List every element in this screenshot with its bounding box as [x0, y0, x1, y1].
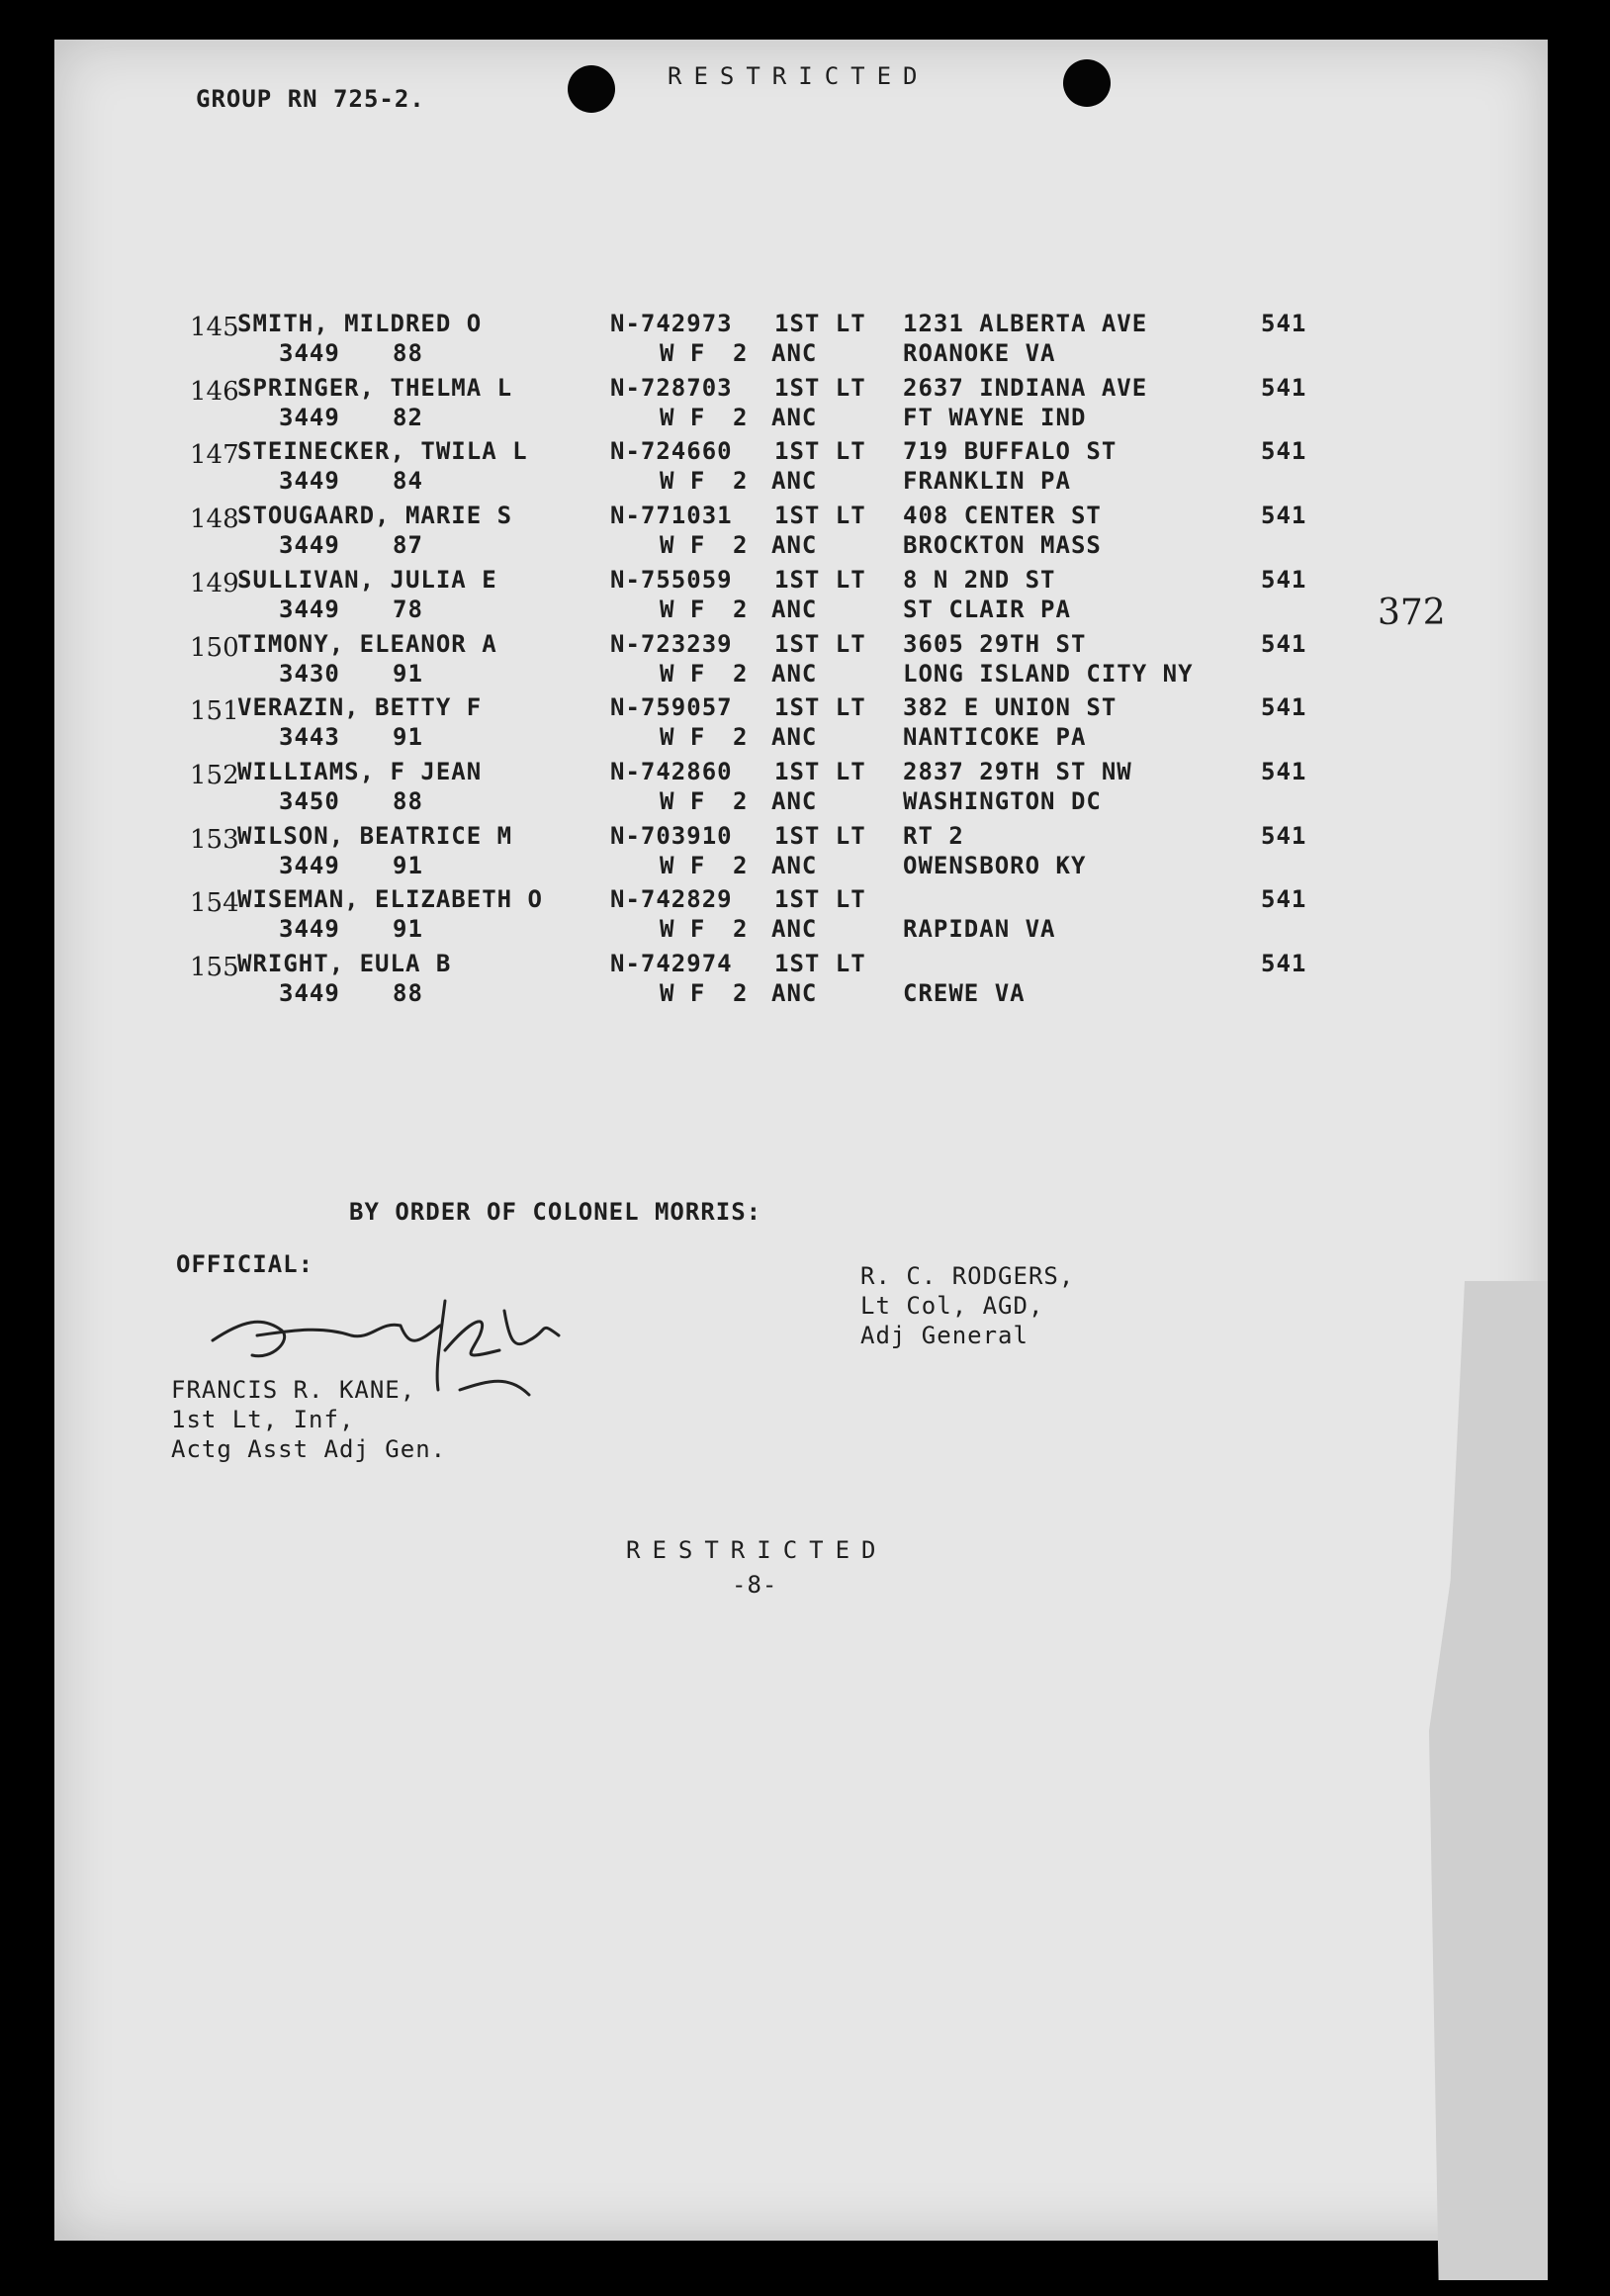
grade: 2 — [733, 915, 749, 944]
serial-number: N-771031 — [610, 502, 733, 530]
specialty-code: 3443 — [279, 723, 340, 752]
rank: 1ST LT — [774, 373, 866, 402]
row-number: 153 — [190, 824, 239, 855]
grade: 2 — [733, 979, 749, 1007]
race-sex: W F — [660, 851, 706, 879]
group-reference: GROUP RN 725-2. — [196, 85, 425, 113]
rank: 1ST LT — [774, 310, 866, 337]
unit-number: 541 — [1261, 693, 1307, 722]
row-number: 147 — [190, 440, 239, 471]
street-address: RT 2 — [903, 821, 964, 850]
score: 91 — [393, 723, 423, 752]
grade: 2 — [733, 403, 749, 431]
person-name: WRIGHT, EULA B — [237, 950, 452, 977]
specialty-code: 3449 — [279, 851, 340, 879]
score: 84 — [393, 467, 423, 496]
grade: 2 — [733, 659, 749, 688]
street-address: 382 E UNION ST — [903, 693, 1118, 722]
score: 88 — [393, 979, 423, 1007]
specialty-code: 3449 — [279, 467, 340, 496]
right-signatory-title: Adj General — [860, 1322, 1029, 1349]
unit-number: 541 — [1261, 629, 1307, 658]
race-sex: W F — [660, 659, 706, 688]
serial-number: N-703910 — [610, 821, 733, 850]
specialty-code: 3449 — [279, 915, 340, 944]
row-number: 146 — [190, 376, 239, 407]
serial-number: N-755059 — [610, 565, 733, 594]
race-sex: W F — [660, 723, 706, 752]
margin-page-number: 372 — [1378, 593, 1446, 633]
branch: ANC — [771, 723, 818, 752]
branch: ANC — [771, 531, 818, 560]
serial-number: N-723239 — [610, 629, 733, 658]
left-signatory-rank: 1st Lt, Inf, — [171, 1406, 355, 1433]
row-number: 151 — [190, 696, 239, 727]
branch: ANC — [771, 595, 818, 623]
branch: ANC — [771, 403, 818, 431]
race-sex: W F — [660, 339, 706, 367]
right-signatory-rank: Lt Col, AGD, — [860, 1292, 1044, 1320]
unit-number: 541 — [1261, 437, 1307, 466]
person-name: SMITH, MILDRED O — [237, 310, 483, 337]
rank: 1ST LT — [774, 629, 866, 658]
grade: 2 — [733, 467, 749, 496]
serial-number: N-724660 — [610, 437, 733, 466]
rank: 1ST LT — [774, 757, 866, 785]
unit-number: 541 — [1261, 310, 1307, 337]
race-sex: W F — [660, 531, 706, 560]
score: 78 — [393, 595, 423, 623]
row-number: 145 — [190, 313, 239, 342]
specialty-code: 3450 — [279, 786, 340, 815]
unit-number: 541 — [1261, 950, 1307, 977]
right-signatory-name: R. C. RODGERS, — [860, 1262, 1075, 1290]
street-address: 3605 29TH ST — [903, 629, 1087, 658]
rank: 1ST LT — [774, 437, 866, 466]
grade: 2 — [733, 851, 749, 879]
grade: 2 — [733, 531, 749, 560]
row-number: 155 — [190, 953, 239, 982]
street-address: 2637 INDIANA AVE — [903, 373, 1148, 402]
city-state: RAPIDAN VA — [903, 915, 1056, 944]
branch: ANC — [771, 915, 818, 944]
rank: 1ST LT — [774, 885, 866, 914]
city-state: FRANKLIN PA — [903, 467, 1071, 496]
rank: 1ST LT — [774, 950, 866, 977]
score: 91 — [393, 851, 423, 879]
rank: 1ST LT — [774, 565, 866, 594]
race-sex: W F — [660, 595, 706, 623]
unit-number: 541 — [1261, 502, 1307, 530]
folded-page-edge — [1429, 1281, 1548, 2280]
score: 88 — [393, 786, 423, 815]
person-name: SULLIVAN, JULIA E — [237, 565, 497, 594]
serial-number: N-742974 — [610, 950, 733, 977]
street-address: 1231 ALBERTA AVE — [903, 310, 1148, 337]
city-state: ROANOKE VA — [903, 339, 1056, 367]
branch: ANC — [771, 339, 818, 367]
branch: ANC — [771, 467, 818, 496]
score: 91 — [393, 659, 423, 688]
city-state: LONG ISLAND CITY NY — [903, 659, 1194, 688]
grade: 2 — [733, 595, 749, 623]
race-sex: W F — [660, 979, 706, 1007]
person-name: TIMONY, ELEANOR A — [237, 629, 497, 658]
person-name: STEINECKER, TWILA L — [237, 437, 528, 466]
specialty-code: 3449 — [279, 531, 340, 560]
unit-number: 541 — [1261, 885, 1307, 914]
score: 88 — [393, 339, 423, 367]
rank: 1ST LT — [774, 693, 866, 722]
branch: ANC — [771, 786, 818, 815]
specialty-code: 3449 — [279, 595, 340, 623]
grade: 2 — [733, 786, 749, 815]
score: 87 — [393, 531, 423, 560]
punch-hole-left — [568, 65, 615, 113]
street-address: 8 N 2ND ST — [903, 565, 1056, 594]
person-name: WISEMAN, ELIZABETH O — [237, 885, 543, 914]
city-state: ST CLAIR PA — [903, 595, 1071, 623]
branch: ANC — [771, 851, 818, 879]
specialty-code: 3430 — [279, 659, 340, 688]
punch-hole-right — [1063, 59, 1111, 107]
score: 91 — [393, 915, 423, 944]
official-label: OFFICIAL: — [176, 1250, 314, 1278]
order-line: BY ORDER OF COLONEL MORRIS: — [349, 1198, 762, 1226]
serial-number: N-728703 — [610, 373, 733, 402]
specialty-code: 3449 — [279, 979, 340, 1007]
grade: 2 — [733, 723, 749, 752]
unit-number: 541 — [1261, 821, 1307, 850]
person-name: STOUGAARD, MARIE S — [237, 502, 513, 530]
specialty-code: 3449 — [279, 339, 340, 367]
race-sex: W F — [660, 915, 706, 944]
classification-bottom: RESTRICTED — [626, 1536, 888, 1564]
serial-number: N-742973 — [610, 310, 733, 337]
grade: 2 — [733, 339, 749, 367]
row-number: 154 — [190, 888, 239, 919]
branch: ANC — [771, 979, 818, 1007]
person-name: WILSON, BEATRICE M — [237, 821, 513, 850]
score: 82 — [393, 403, 423, 431]
city-state: FT WAYNE IND — [903, 403, 1087, 431]
left-signatory-title: Actg Asst Adj Gen. — [171, 1435, 447, 1463]
city-state: WASHINGTON DC — [903, 786, 1102, 815]
classification-top: RESTRICTED — [668, 62, 930, 90]
serial-number: N-742860 — [610, 757, 733, 785]
street-address: 408 CENTER ST — [903, 502, 1102, 530]
rank: 1ST LT — [774, 502, 866, 530]
unit-number: 541 — [1261, 373, 1307, 402]
row-number: 152 — [190, 760, 239, 790]
city-state: NANTICOKE PA — [903, 723, 1087, 752]
row-number: 150 — [190, 632, 239, 663]
left-signatory-name: FRANCIS R. KANE, — [171, 1376, 416, 1404]
street-address: 2837 29TH ST NW — [903, 757, 1132, 785]
serial-number: N-742829 — [610, 885, 733, 914]
person-name: SPRINGER, THELMA L — [237, 373, 513, 402]
street-address: 719 BUFFALO ST — [903, 437, 1118, 466]
city-state: OWENSBORO KY — [903, 851, 1087, 879]
rank: 1ST LT — [774, 821, 866, 850]
specialty-code: 3449 — [279, 403, 340, 431]
race-sex: W F — [660, 467, 706, 496]
row-number: 148 — [190, 505, 239, 535]
race-sex: W F — [660, 786, 706, 815]
city-state: CREWE VA — [903, 979, 1026, 1007]
page-number: -8- — [732, 1571, 778, 1599]
row-number: 149 — [190, 568, 239, 598]
person-name: WILLIAMS, F JEAN — [237, 757, 483, 785]
serial-number: N-759057 — [610, 693, 733, 722]
unit-number: 541 — [1261, 757, 1307, 785]
document-sheet — [54, 40, 1548, 2241]
branch: ANC — [771, 659, 818, 688]
unit-number: 541 — [1261, 565, 1307, 594]
person-name: VERAZIN, BETTY F — [237, 693, 483, 722]
city-state: BROCKTON MASS — [903, 531, 1102, 560]
race-sex: W F — [660, 403, 706, 431]
